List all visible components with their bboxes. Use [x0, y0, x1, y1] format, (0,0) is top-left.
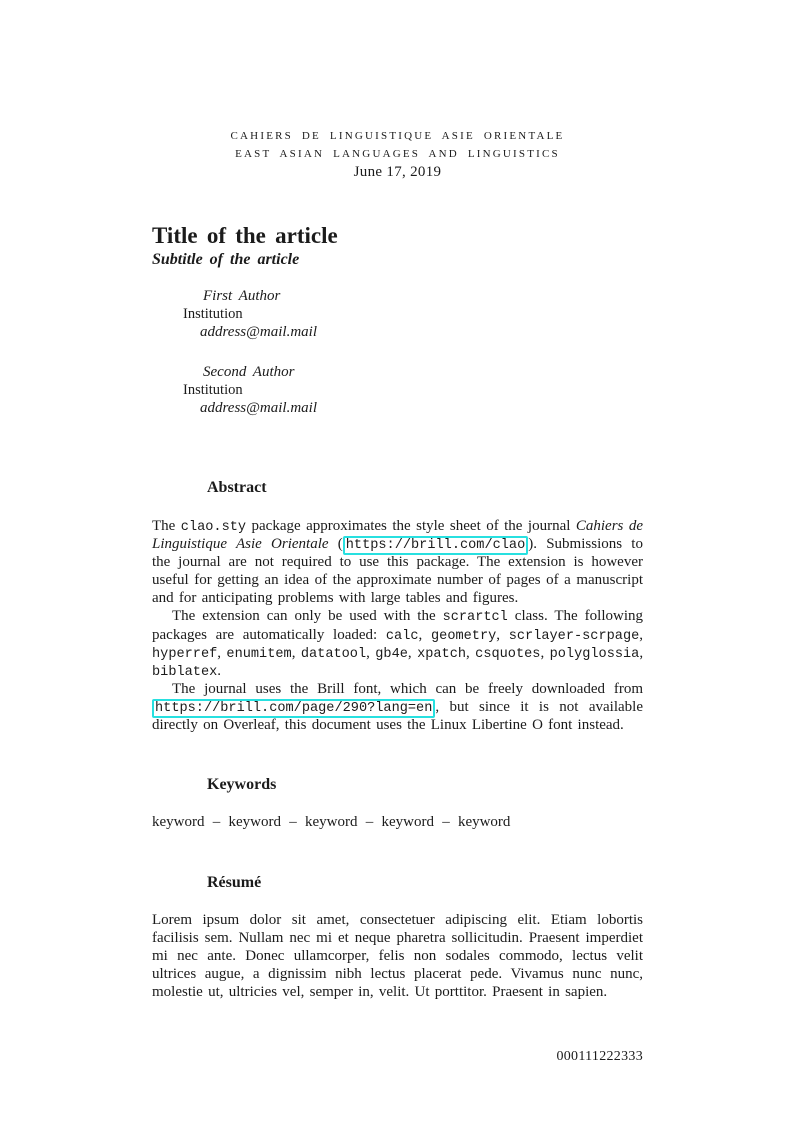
text-segment: The journal uses the Brill font, which can be freely downloaded from — [172, 680, 643, 697]
resume-paragraph: Lorem ipsum dolor sit amet, consectetuer adipiscing elit. Etiam lobortis facilisis sem. Nullam nec mi et neque pharetra sollicitudin. Praesent imperdiet mi nec ante. Donec ullamcorper, felis non sodales commodo, lectus velit ultrices augue, a dignissim nibh lectus placerat pede. Vivamus nunc nunc, molestie ut, ultricies vel, semper in, velit. Ut porttitor. Praesent in sapien. — [152, 912, 643, 1001]
abstract-paragraph — [152, 607, 643, 679]
text-segment: , — [466, 644, 476, 661]
author-email[interactable]: address@mail.mail — [200, 400, 317, 416]
author-block-second — [152, 363, 643, 417]
author-affiliation: Institution — [183, 382, 243, 398]
author-affiliation: Institution — [183, 306, 243, 322]
inline-code: calc — [385, 628, 419, 644]
text-segment: The — [152, 518, 181, 534]
inline-code: xpatch — [417, 646, 467, 662]
abstract-paragraph — [152, 680, 643, 734]
abstract-body — [152, 517, 643, 734]
author-name: First Author — [203, 288, 281, 304]
keywords-line: keyword – keyword – keyword – keyword – keyword — [152, 814, 511, 830]
text-segment: , — [639, 626, 644, 643]
text-segment: , — [496, 626, 509, 643]
inline-code: gb4e — [375, 646, 408, 662]
text-segment: , — [407, 644, 418, 661]
inline-code: geometry — [431, 628, 497, 644]
text-segment: , — [639, 644, 644, 661]
text-segment: , but since it is not available directly on Overleaf, this document uses the Linux Libertine O font instead. — [152, 698, 643, 734]
text-segment: , — [366, 644, 376, 661]
text-segment: . — [217, 662, 222, 679]
text-segment: , — [418, 626, 431, 643]
resume-body — [152, 911, 643, 1001]
text-segment: ( — [328, 536, 343, 553]
page-footer — [152, 1049, 643, 1065]
journal-series: EAST ASIAN LANGUAGES AND LINGUISTICS — [235, 148, 560, 160]
journal-header — [152, 127, 643, 181]
text-segment: Cahiers de Linguistique Asie Orientale — [152, 518, 643, 553]
url-link[interactable]: https://brill.com/page/290?lang=en — [152, 699, 435, 718]
author-email[interactable]: address@mail.mail — [200, 324, 317, 340]
article-title: Title of the article — [152, 223, 338, 248]
page-number: 000111222333 — [556, 1049, 643, 1064]
journal-name: CAHIERS DE LINGUISTIQUE ASIE ORIENTALE — [230, 130, 565, 142]
text-segment: , — [540, 644, 550, 661]
abstract-paragraph — [152, 517, 643, 607]
text-segment: class. The following packages are automatically loaded: — [152, 608, 643, 643]
resume-heading: Résumé — [207, 874, 262, 891]
text-segment: , — [217, 644, 227, 661]
inline-code: datatool — [300, 646, 367, 662]
issue-date: June 17, 2019 — [353, 164, 442, 180]
keywords-heading: Keywords — [207, 776, 277, 793]
abstract-heading: Abstract — [207, 479, 267, 496]
text-segment: package approximates the style sheet of the journal — [246, 518, 576, 534]
text-segment: The extension can only be used with the — [172, 608, 443, 625]
text-segment: ). Submissions to the journal are not required to use this package. The extension is however useful for getting an idea of the approximate number of pages of a manuscript and for anticipating problems with large tables and figures. — [152, 536, 643, 607]
inline-code: enumitem — [226, 646, 292, 662]
inline-code: hyperref — [152, 646, 218, 662]
inline-code: csquotes — [475, 646, 541, 662]
author-name: Second Author — [203, 364, 295, 380]
url-link[interactable]: https://brill.com/clao — [343, 536, 528, 555]
inline-code: clao.sty — [180, 520, 247, 535]
inline-code: scrartcl — [442, 610, 508, 626]
article-subtitle: Subtitle of the article — [152, 251, 300, 268]
inline-code: biblatex — [152, 664, 218, 680]
inline-code: polyglossia — [549, 646, 640, 662]
text-segment: , — [291, 644, 301, 661]
inline-code: scrlayer-scrpage — [508, 628, 640, 644]
author-block-first — [152, 287, 643, 341]
